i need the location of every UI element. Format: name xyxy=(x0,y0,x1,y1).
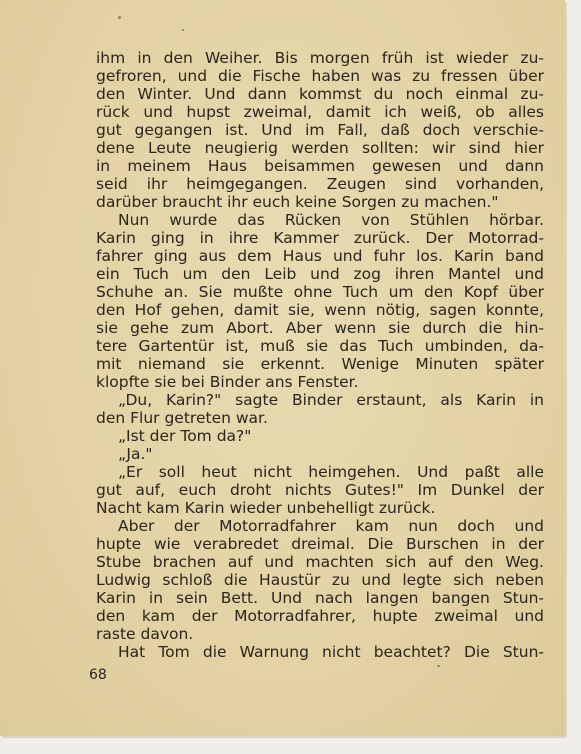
text-line: dene Leute neugierig werden sollten: wir sind hier xyxy=(96,139,544,157)
text-line: Schuhe an. Sie mußte ohne Tuch um den Kopf über xyxy=(96,283,544,301)
text-line: hupte wie verabredet dreimal. Die Burschen in der xyxy=(96,535,544,553)
text-line: „Ist der Tom da?" xyxy=(118,427,252,445)
text-line: ihm in den Weiher. Bis morgen früh ist wieder zu- xyxy=(96,49,544,67)
text-line: sie gehe zum Abort. Aber wenn sie durch die hin- xyxy=(96,319,544,337)
text-line: tere Gartentür ist, muß sie das Tuch umbinden, da- xyxy=(96,337,544,355)
text-line: gut gegangen ist. Und im Fall, daß doch verschie- xyxy=(96,121,544,139)
text-line: seid ihr heimgegangen. Zeugen sind vorhanden, xyxy=(96,175,544,193)
paper-speck xyxy=(182,29,184,31)
text-line: den Winter. Und dann kommst du noch einmal zu- xyxy=(96,85,544,103)
text-line: gefroren, und die Fische haben was zu fressen über xyxy=(96,67,544,85)
text-line: klopfte sie bei Binder ans Fenster. xyxy=(96,373,359,391)
text-line: Stube brachen auf und machten sich auf den Weg. xyxy=(96,553,544,571)
text-line: Ludwig schloß die Haustür zu und legte sich neben xyxy=(96,571,544,589)
text-line: rück und hupst zweimal, damit ich weiß, ob alles xyxy=(96,103,544,121)
text-line: mit niemand sie erkennt. Wenige Minuten später xyxy=(96,355,544,373)
text-line: Nacht kam Karin wieder unbehelligt zurück. xyxy=(96,499,436,517)
text-line: den Hof gehen, damit sie, wenn nötig, sagen konnte, xyxy=(96,301,544,319)
text-line: den kam der Motorradfahrer, hupte zweimal und xyxy=(96,607,544,625)
paper-speck xyxy=(118,16,121,19)
text-line: Aber der Motorradfahrer kam nun doch und xyxy=(118,517,544,535)
text-line: Karin in sein Bett. Und nach langen bangen Stun- xyxy=(96,589,544,607)
text-line: „Du, Karin?" sagte Binder erstaunt, als Karin in xyxy=(118,391,544,409)
text-line: in meinem Haus beisammen gewesen und dann xyxy=(96,157,544,175)
text-line: den Flur getreten war. xyxy=(96,409,268,427)
paper-speck xyxy=(437,665,440,667)
text-line: ein Tuch um den Leib und zog ihren Mantel und xyxy=(96,265,544,283)
text-line: Nun wurde das Rücken von Stühlen hörbar. xyxy=(118,211,544,229)
text-line: gut auf, euch droht nichts Gutes!" Im Dunkel der xyxy=(96,481,544,499)
text-line: „Er soll heut nicht heimgehen. Und paßt alle xyxy=(118,463,544,481)
text-line: Karin ging in ihre Kammer zurück. Der Motorrad- xyxy=(96,229,544,247)
text-line: darüber braucht ihr euch keine Sorgen zu machen." xyxy=(96,193,499,211)
page-number: 68 xyxy=(89,667,107,683)
body-text xyxy=(96,49,544,661)
text-line: raste davon. xyxy=(96,625,194,643)
text-line: Hat Tom die Warnung nicht beachtet? Die Stun- xyxy=(118,643,544,661)
text-line: „Ja." xyxy=(118,445,153,463)
text-line: fahrer ging aus dem Haus und fuhr los. Karin band xyxy=(96,247,544,265)
